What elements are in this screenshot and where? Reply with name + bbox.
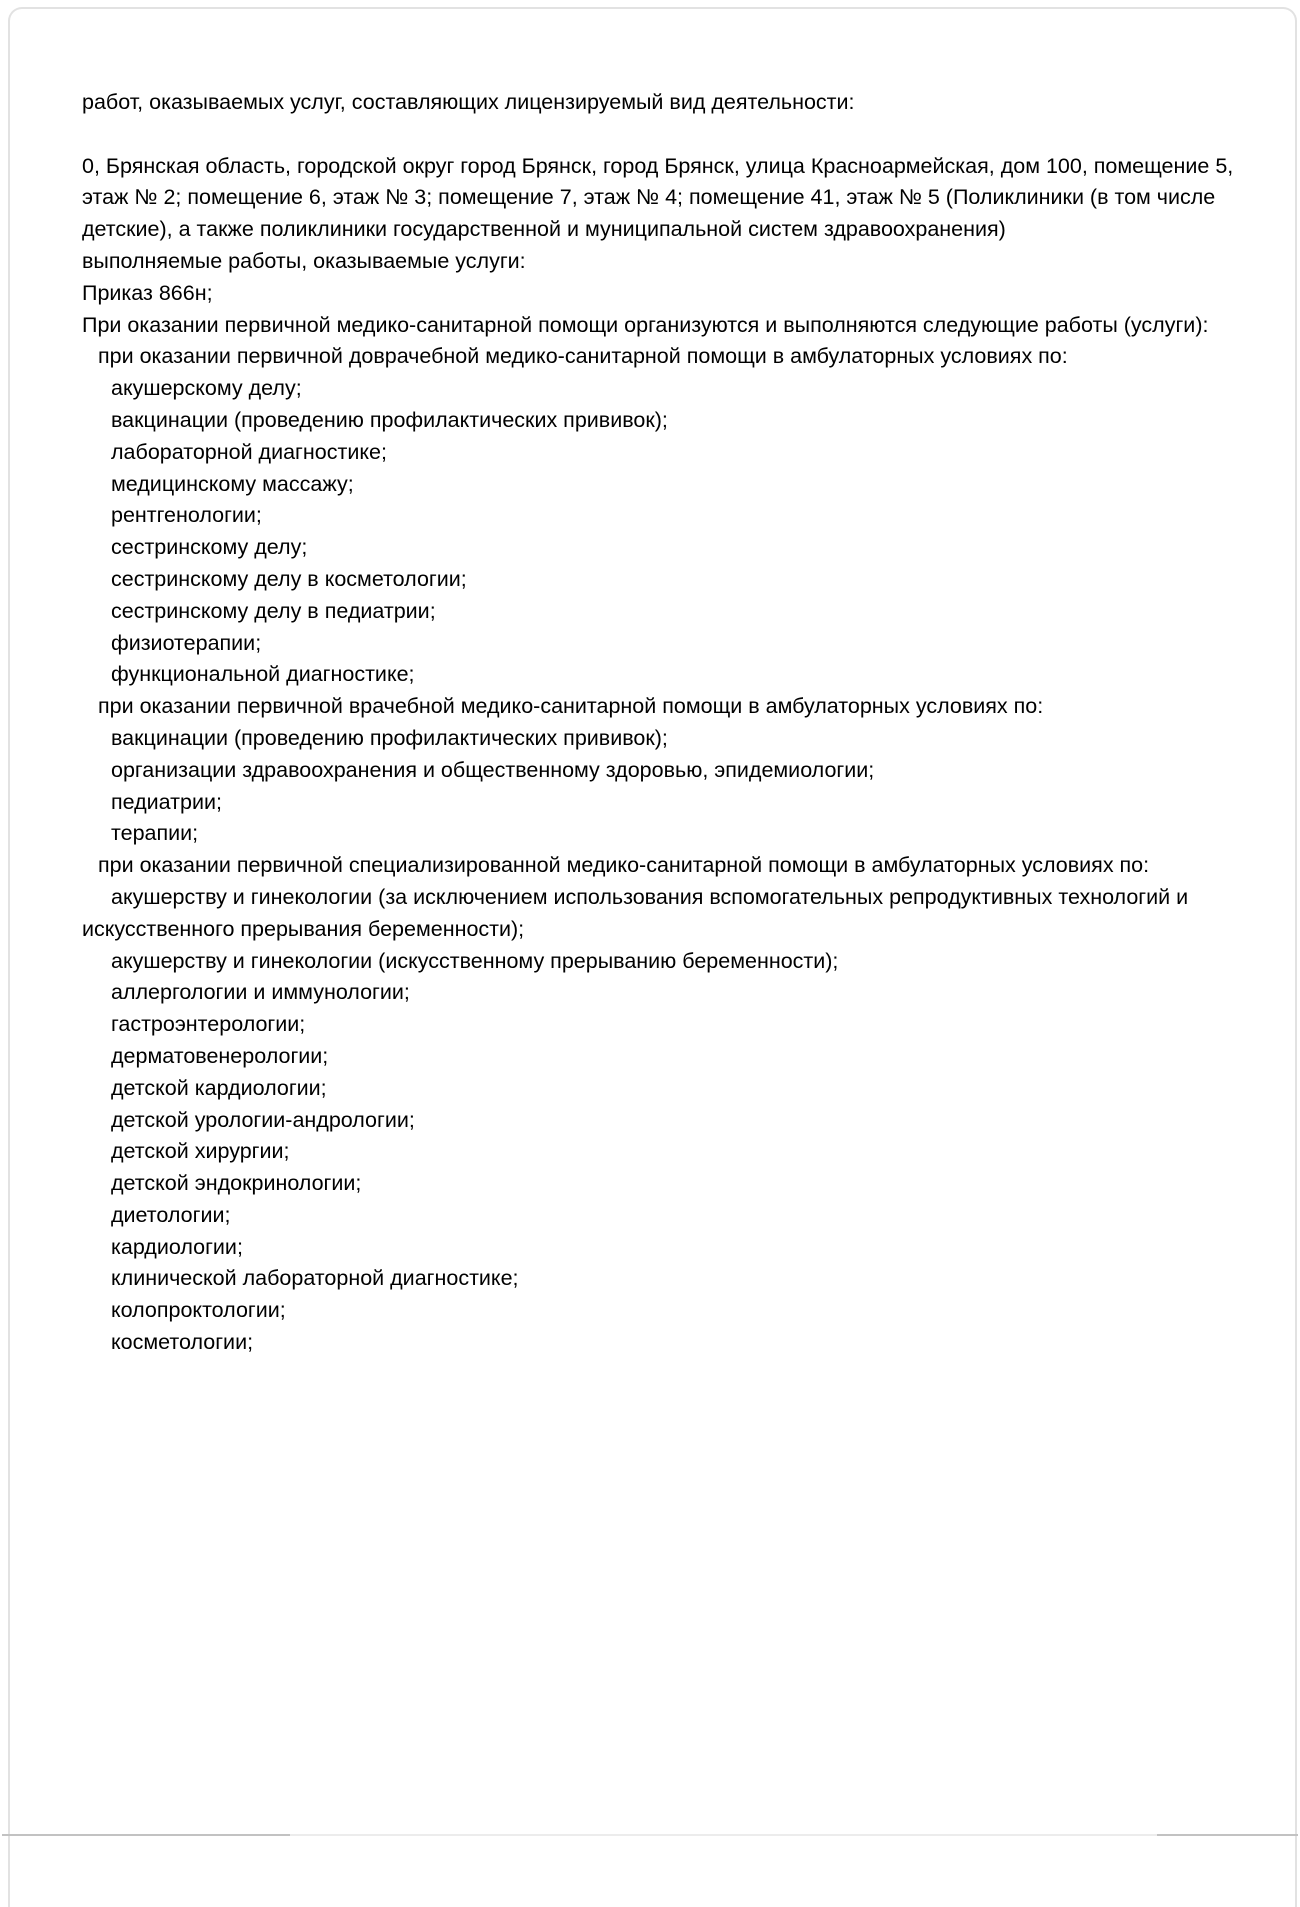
license-details-card (8, 7, 1297, 1907)
document-line: колопроктологии; (111, 1298, 286, 1323)
document-line: акушерскому делу; (111, 376, 302, 401)
document-line: при оказании первичной доврачебной медико-санитарной помощи в амбулаторных условиях по: (98, 344, 1068, 369)
document-line: детской урологии-андрологии; (111, 1107, 415, 1132)
document-line: косметологии; (111, 1330, 254, 1355)
bottom-divider-left-segment (2, 1834, 290, 1836)
document-line: педиатрии; (111, 789, 222, 814)
document-line: детской кардиологии; (111, 1075, 327, 1100)
document-line: детской эндокринологии; (111, 1171, 362, 1196)
document-line: организации здравоохранения и общественному здоровью, эпидемиологии; (111, 757, 875, 782)
document-line: функциональной диагностике; (111, 662, 415, 687)
document-line: кардиологии; (111, 1234, 243, 1259)
document-line: 0, Брянская область, городской округ город Брянск, город Брянск, улица Красноармейская, дом 100, помещение 5, этаж № 2; помещение 6, этаж № 3; помещение 7, этаж № 4; помещение 41, этаж № 5 (Поликлиники (в том числе детские), а также поликлиники государственной и муниципальной систем здравоохранения) (82, 153, 1240, 242)
license-works-text-block (82, 87, 1238, 1359)
document-line: При оказании первичной медико-санитарной помощи организуются и выполняются следующие работы (услуги): (82, 312, 1209, 337)
document-line: вакцинации (проведению профилактических прививок); (111, 725, 668, 750)
document-line: работ, оказываемых услуг, составляющих лицензируемый вид деятельности: (82, 90, 855, 114)
document-line: акушерству и гинекологии (за исключением использования вспомогательных репродуктивных технологий и искусственного прерывания беременности); (82, 884, 1195, 941)
document-line: при оказании первичной специализированной медико-санитарной помощи в амбулаторных условиях по: (98, 853, 1150, 878)
document-line: диетологии; (111, 1202, 231, 1227)
document-line: терапии; (111, 821, 199, 846)
bottom-divider-right-segment (1157, 1834, 1298, 1836)
document-line: акушерству и гинекологии (искусственному прерыванию беременности); (111, 948, 839, 973)
document-line: медицинскому массажу; (111, 471, 354, 496)
bottom-divider-middle-segment (290, 1834, 1157, 1836)
document-line (82, 119, 1238, 151)
document-line: лабораторной диагностике; (111, 439, 387, 464)
document-line: сестринскому делу; (111, 535, 308, 560)
document-line: сестринскому делу в косметологии; (111, 566, 467, 591)
document-line: аллергологии и иммунологии; (111, 980, 410, 1005)
document-line: физиотерапии; (111, 630, 262, 655)
document-line: гастроэнтерологии; (111, 1012, 306, 1037)
document-line: выполняемые работы, оказываемые услуги: (82, 248, 526, 273)
document-line: Приказ 866н; (82, 280, 213, 305)
document-line: рентгенологии; (111, 503, 262, 528)
document-line: при оказании первичной врачебной медико-санитарной помощи в амбулаторных условиях по: (98, 694, 1044, 719)
bottom-divider (0, 1834, 1300, 1837)
document-line: детской хирургии; (111, 1139, 290, 1164)
document-line: клинической лабораторной диагностике; (111, 1266, 519, 1291)
document-line: вакцинации (проведению профилактических прививок); (111, 407, 668, 432)
document-line: сестринскому делу в педиатрии; (111, 598, 436, 623)
document-line: дерматовенерологии; (111, 1043, 329, 1068)
